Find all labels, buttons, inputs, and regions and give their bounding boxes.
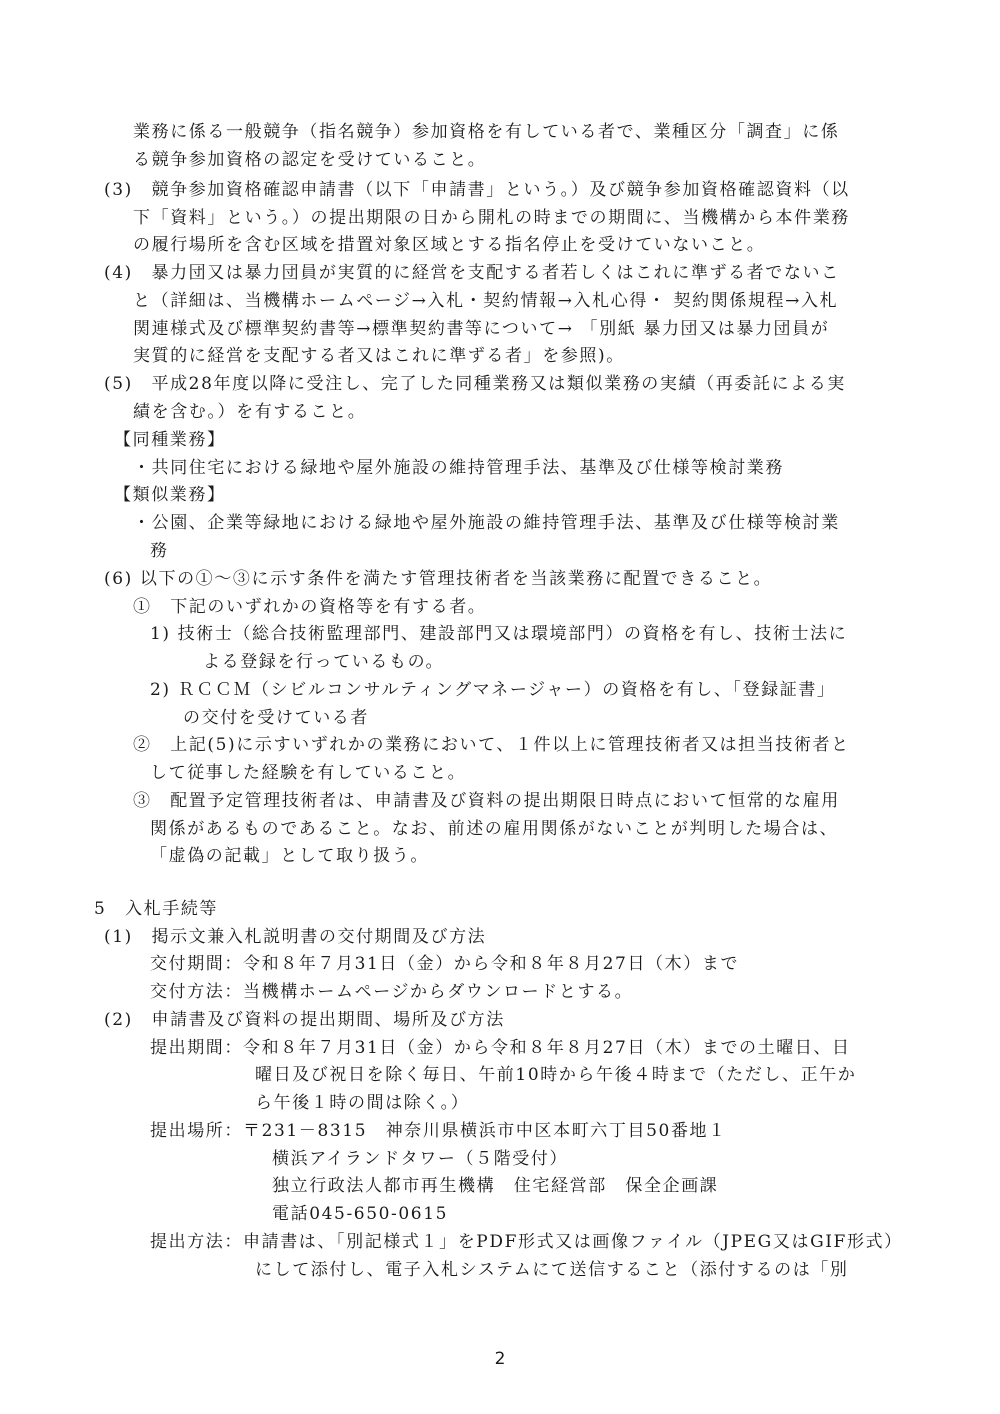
text-line: ・公園、企業等緑地における緑地や屋外施設の維持管理手法、基準及び仕様等検討業 <box>133 513 840 533</box>
text-line: 実質的に経営を支配する者又はこれに準ずる者」を参照)。 <box>133 346 625 366</box>
text-line: ② 上記(5)に示すいずれかの業務において、１件以上に管理技術者又は担当技術者と <box>133 735 850 755</box>
text-line: 関係があるものであること。なお、前述の雇用関係がないことが判明した場合は、 <box>150 819 839 839</box>
text-line: 下「資料」という。）の提出期限の日から開札の時までの期間に、当機構から本件業務 <box>133 208 850 228</box>
text-line: 2) ＲＣＣＭ（シビルコンサルティングマネージャー）の資格を有し、「登録証書」 <box>150 680 836 700</box>
text-line: ③ 配置予定管理技術者は、申請書及び資料の提出期限日時点において恒常的な雇用 <box>133 791 840 811</box>
text-line: 交付期間：令和８年７月31日（金）から令和８年８月27日（木）まで <box>150 954 740 974</box>
text-line: の交付を受けている者 <box>183 708 369 728</box>
text-line: ① 下記のいずれかの資格等を有する者。 <box>133 597 487 617</box>
text-line: 務 <box>150 541 169 561</box>
text-line: 横浜アイランドタワー（５階受付） <box>272 1149 569 1169</box>
text-line: ら午後１時の間は除く。） <box>255 1093 470 1113</box>
text-line: (2) 申請書及び資料の提出期間、場所及び方法 <box>104 1010 505 1030</box>
text-line: 交付方法：当機構ホームページからダウンロードとする。 <box>150 982 634 1002</box>
text-line: して従事した経験を有していること。 <box>150 763 467 783</box>
text-line: (6) 以下の①～③に示す条件を満たす管理技術者を当該業務に配置できること。 <box>104 569 773 589</box>
text-line: にして添付し、電子入札システムにて送信すること（添付するのは「別 <box>255 1260 849 1280</box>
text-line: 電話045-650-0615 <box>272 1204 449 1224</box>
text-line: ・共同住宅における緑地や屋外施設の維持管理手法、基準及び仕様等検討業務 <box>133 458 784 478</box>
text-line: 1) 技術士（総合技術監理部門、建設部門又は環境部門）の資格を有し、技術士法に <box>150 624 848 644</box>
text-line: 「虚偽の記載」として取り扱う。 <box>150 846 429 866</box>
text-line: 提出方法：申請書は、「別記様式１」をPDF形式又は画像ファイル（JPEG又はGIF形式） <box>150 1232 903 1252</box>
text-line: (3) 競争参加資格確認申請書（以下「申請書」という。）及び競争参加資格確認資料（以 <box>104 180 850 200</box>
text-line: よる登録を行っているもの。 <box>203 652 445 672</box>
section-heading: 【同種業務】 <box>114 430 226 450</box>
section-heading: 【類似業務】 <box>114 485 226 505</box>
section-title: 5 入札手続等 <box>94 899 219 919</box>
text-line: 業務に係る一般競争（指名競争）参加資格を有している者で、業種区分「調査」に係 <box>133 122 840 142</box>
text-line: 提出期間：令和８年７月31日（金）から令和８年８月27日（木）までの土曜日、日 <box>150 1038 851 1058</box>
text-line: 独立行政法人都市再生機構 住宅経営部 保全企画課 <box>272 1176 719 1196</box>
text-line: 提出場所：〒231－8315 神奈川県横浜市中区本町六丁目50番地１ <box>150 1121 727 1141</box>
page-number: 2 <box>494 1349 506 1369</box>
text-line: の履行場所を含む区域を措置対象区域とする指名停止を受けていないこと。 <box>133 235 766 255</box>
text-line: (5) 平成28年度以降に受注し、完了した同種業務又は類似業務の実績（再委託による実 <box>104 374 846 394</box>
text-line: る競争参加資格の認定を受けていること。 <box>133 150 487 170</box>
text-line: 績を含む。）を有すること。 <box>133 402 367 422</box>
text-line: 関連様式及び標準契約書等→標準契約書等について→ 「別紙 暴力団又は暴力団員が <box>133 319 830 339</box>
text-line: (4) 暴力団又は暴力団員が実質的に経営を支配する者若しくはこれに準ずる者でないこ <box>104 263 840 283</box>
text-line: と（詳細は、当機構ホームページ→入札・契約情報→入札心得・ 契約関係規程→入札 <box>133 291 839 311</box>
text-line: (1) 掲示文兼入札説明書の交付期間及び方法 <box>104 927 487 947</box>
text-line: 曜日及び祝日を除く毎日、午前10時から午後４時まで（ただし、正午か <box>255 1065 857 1085</box>
